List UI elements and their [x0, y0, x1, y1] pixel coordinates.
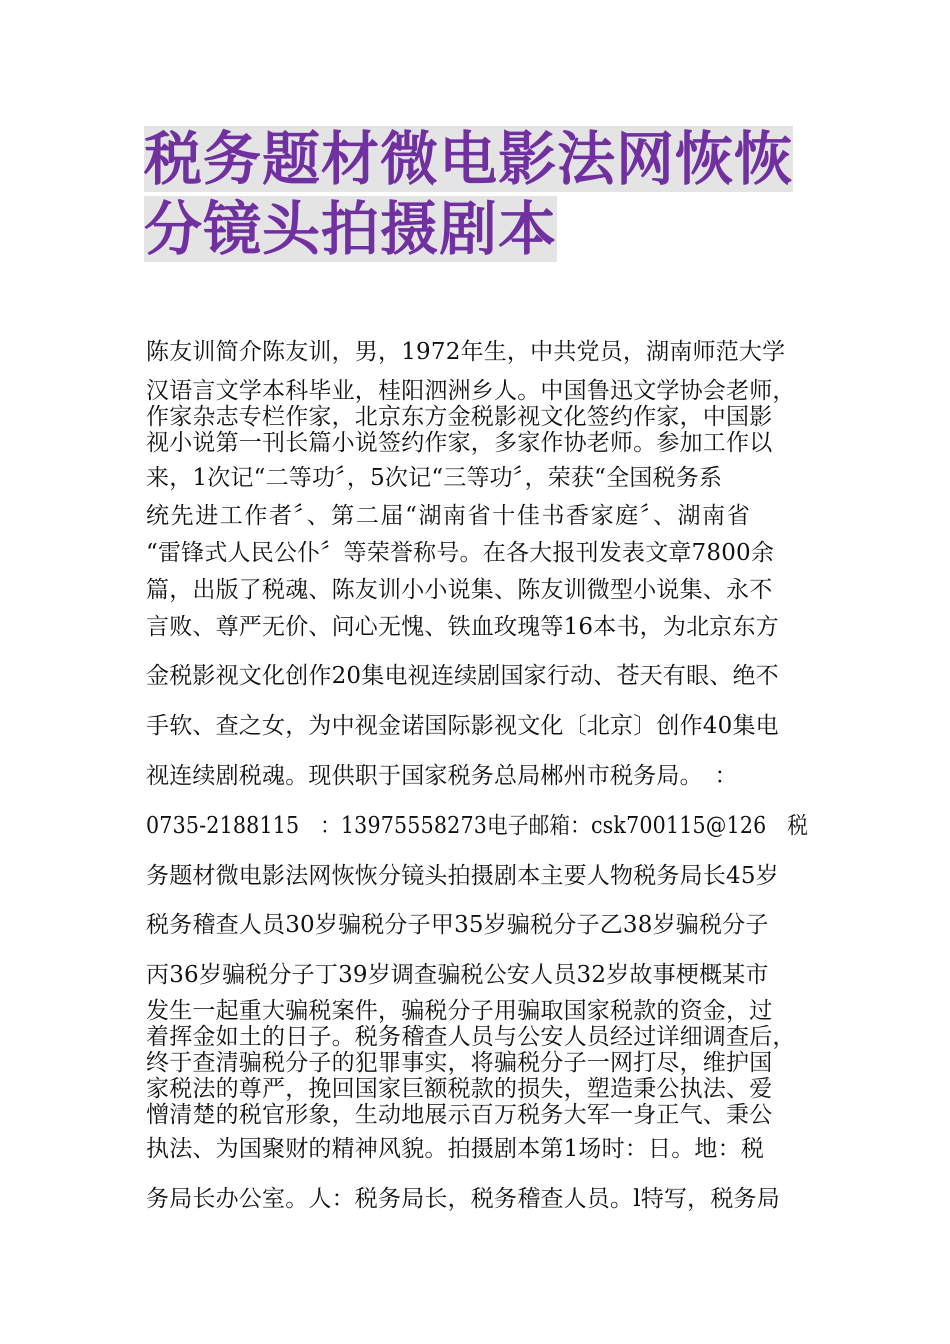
body-line: 作家杂志专栏作家，北京东方金税影视文化签约作家，中国影 [146, 404, 773, 430]
body-line: 终于查清骗税分子的犯罪事实，将骗税分子一网打尽，维护国 [146, 1050, 773, 1076]
body-line: 视小说第一刊长篇小说签约作家，多家作协老师。参加工作以 [146, 430, 773, 456]
body-line: 务局长办公室。人：税务局长，税务稽查人员。l特写，税务局 [146, 1186, 780, 1212]
title-line-1: 税务题材微电影法网恢恢 [144, 125, 794, 193]
body-line: 统先进工作者〞、第二届“湖南省十佳书香家庭〞、湖南省 [146, 503, 752, 529]
body-line: 0735-2188115 ：13975558273电子邮箱：csk700115@126 税 [146, 813, 809, 839]
body-line: 执法、为国聚财的精神风貌。拍摄剧本第1场时：日。地：税 [146, 1136, 765, 1162]
body-line: 手软、查之女，为中视金诺国际影视文化〔北京〕创作40集电 [146, 713, 779, 739]
body-line: 丙36岁骗税分子丁39岁调查骗税公安人员32岁故事梗概某市 [146, 962, 769, 988]
body-line: 务题材微电影法网恢恢分镜头拍摄剧本主要人物税务局长45岁 [146, 863, 779, 889]
body-line: 着挥金如土的日子。税务稽查人员与公安人员经过详细调查后， [146, 1024, 796, 1050]
body-line: 汉语言文学本科毕业，桂阳泗洲乡人。中国鲁迅文学协会老师， [146, 378, 796, 404]
body-line: “雷锋式人民公仆〞等荣誉称号。在各大报刊发表文章7800余 [146, 540, 775, 566]
title-line-2: 分镜头拍摄剧本 [144, 195, 558, 263]
body-line: 陈友训简介陈友训，男，1972年生，中共党员，湖南师范大学 [146, 339, 786, 365]
body-line: 视连续剧税魂。现供职于国家税务总局郴州市税务局。 ： [146, 763, 738, 789]
body-line: 家税法的尊严，挽回国家巨额税款的损失，塑造秉公执法、爱 [146, 1076, 773, 1102]
document-title [144, 126, 824, 266]
body-line: 篇，出版了税魂、陈友训小小说集、陈友训微型小说集、永不 [146, 577, 773, 603]
body-line: 金税影视文化创作20集电视连续剧国家行动、苍天有眼、绝不 [146, 663, 779, 689]
body-line: 憎清楚的税官形象，生动地展示百万税务大军一身正气、秉公 [146, 1102, 773, 1128]
body-line: 税务稽查人员30岁骗税分子甲35岁骗税分子乙38岁骗税分子 [146, 912, 769, 938]
body-line: 来，1次记“二等功〞，5次记“三等功〞，荣获“全国税务系 [146, 465, 723, 491]
body-line: 发生一起重大骗税案件，骗税分子用骗取国家税款的资金，过 [146, 998, 773, 1024]
body-line: 言败、尊严无价、问心无愧、铁血玫瑰等16本书，为北京东方 [146, 614, 779, 640]
